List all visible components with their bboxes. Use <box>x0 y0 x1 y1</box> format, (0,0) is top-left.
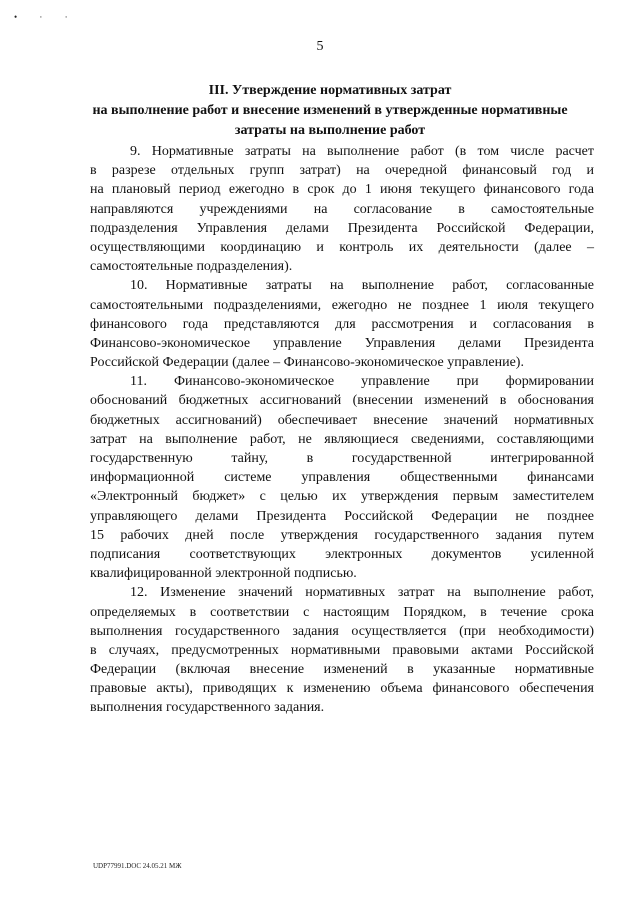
text-line: Финансово-экономическое управление Управления делами Президента <box>90 335 594 351</box>
text-line: государственную тайну, в государственной интегрированной <box>90 451 594 466</box>
text-line: Федерации (включая внесение изменений в указанные нормативные <box>90 662 594 678</box>
text-line: Российской Федерации (далее – Финансово-экономическое управление). <box>90 355 524 371</box>
text-line: в случаях, предусмотренных нормативными правовыми актами Российской <box>90 642 594 658</box>
text-line: на плановый период ежегодно в срок до 1 июня текущего финансового года <box>90 182 594 198</box>
text-line: финансового года представляются для рассмотрения и согласования в <box>90 316 594 332</box>
text-line: квалифицированной электронной подписью. <box>90 566 357 582</box>
text-line: самостоятельными подразделениями, ежегодно не позднее 1 июля текущего <box>90 297 594 313</box>
text-line: подразделения Управления делами Президента Российской Федерации, <box>90 220 594 236</box>
paragraph-10 <box>90 276 594 372</box>
heading-line: III. Утверждение нормативных затрат <box>208 83 452 98</box>
paragraph-9 <box>90 142 594 276</box>
text-line: затрат на выполнение работ, не являющиеся сведениями, составляющими <box>90 431 594 447</box>
text-line: 9. Нормативные затраты на выполнение работ (в том числе расчет <box>130 144 594 159</box>
text-line: 12. Изменение значений нормативных затрат на выполнение работ, <box>130 585 594 601</box>
scan-corner-marks: • · · <box>14 12 78 22</box>
text-line: управляющего делами Президента Российской Федерации не позднее <box>90 508 594 524</box>
heading-line: на выполнение работ и внесение изменений в утвержденные нормативные <box>92 103 568 118</box>
paragraph-11 <box>90 372 594 583</box>
text-line: в разрезе отдельных групп затрат) на очередной финансовый год и <box>90 163 594 179</box>
document-body <box>90 142 594 718</box>
text-line: выполнения государственного задания осуществляется (при необходимости) <box>90 623 594 639</box>
text-line: правовые акты), приводящих к изменению объема финансового обеспечения <box>90 681 594 697</box>
page-number: 5 <box>316 39 324 54</box>
document-code: UDP77991.DOC 24.05.21 МЖ <box>93 862 182 870</box>
text-line: подписания соответствующих электронных документов усиленной <box>90 546 594 562</box>
text-line: самостоятельные подразделения). <box>90 259 293 275</box>
text-line: направляются учреждениями на согласование в самостоятельные <box>90 201 594 217</box>
heading-line: затраты на выполнение работ <box>234 123 426 138</box>
section-heading <box>60 81 600 141</box>
text-line: обоснований бюджетных ассигнований (внесении изменений в обоснования <box>90 393 594 409</box>
text-line: 15 рабочих дней после утверждения государственного задания путем <box>90 527 594 543</box>
text-line: «Электронный бюджет» с целью их утверждения первым заместителем <box>90 489 594 505</box>
text-line: осуществляющими координацию и контроль их деятельности (далее – <box>90 239 594 255</box>
text-line: бюджетных ассигнований) обеспечивает внесение значений нормативных <box>90 412 594 428</box>
text-line: выполнения государственного задания. <box>90 700 325 716</box>
text-line: 11. Финансово-экономическое управление при формировании <box>130 374 594 390</box>
paragraph-12 <box>90 583 594 717</box>
text-line: информационной системе управления общественными финансами <box>90 470 594 486</box>
text-line: 10. Нормативные затраты на выполнение работ, согласованные <box>130 278 594 294</box>
text-line: определяемых в соответствии с настоящим Порядком, в течение срока <box>90 604 594 620</box>
